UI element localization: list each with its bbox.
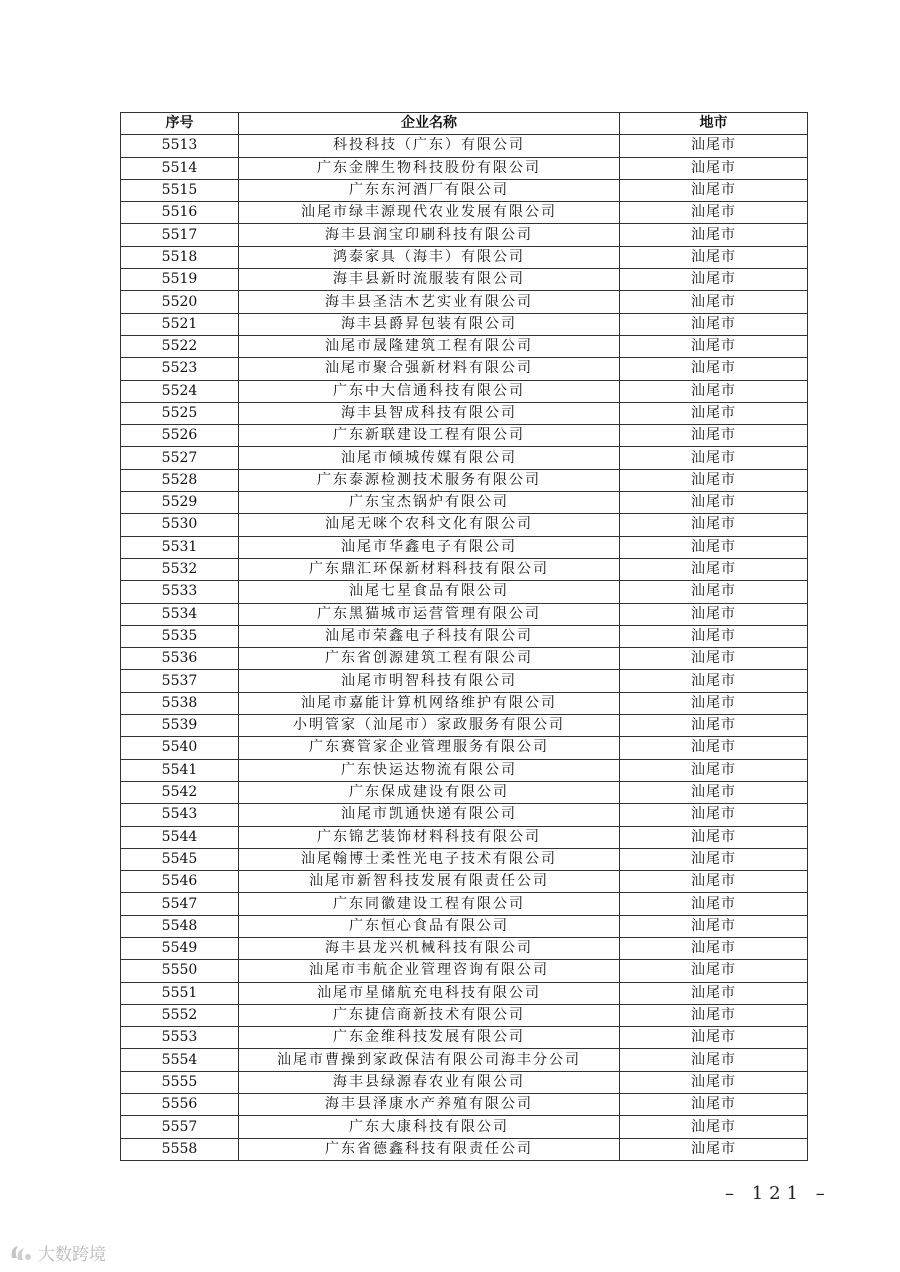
row-city: 汕尾市 <box>620 648 808 670</box>
table-row <box>121 536 808 558</box>
row-city: 汕尾市 <box>620 1027 808 1049</box>
row-company-name: 广东快运达物流有限公司 <box>239 759 620 781</box>
row-city: 汕尾市 <box>620 1004 808 1026</box>
table-row <box>121 826 808 848</box>
row-serial: 5518 <box>121 246 239 268</box>
row-city: 汕尾市 <box>620 603 808 625</box>
row-company-name: 广东赛管家企业管理服务有限公司 <box>239 737 620 759</box>
row-city: 汕尾市 <box>620 514 808 536</box>
row-serial: 5521 <box>121 313 239 335</box>
row-city: 汕尾市 <box>620 804 808 826</box>
row-company-name: 广东宝杰锅炉有限公司 <box>239 492 620 514</box>
row-serial: 5522 <box>121 335 239 357</box>
row-company-name: 海丰县圣洁木艺实业有限公司 <box>239 291 620 313</box>
row-company-name: 广东恒心食品有限公司 <box>239 915 620 937</box>
row-serial: 5527 <box>121 447 239 469</box>
row-company-name: 广东金维科技发展有限公司 <box>239 1027 620 1049</box>
page-number: – 121 – <box>725 1183 831 1204</box>
row-city: 汕尾市 <box>620 469 808 491</box>
row-serial: 5520 <box>121 291 239 313</box>
row-serial: 5558 <box>121 1138 239 1160</box>
table-row <box>121 269 808 291</box>
row-company-name: 汕尾市嘉能计算机网络维护有限公司 <box>239 692 620 714</box>
row-company-name: 广东黑猫城市运营管理有限公司 <box>239 603 620 625</box>
row-city: 汕尾市 <box>620 135 808 157</box>
table-row <box>121 848 808 870</box>
row-city: 汕尾市 <box>620 871 808 893</box>
row-company-name: 汕尾七星食品有限公司 <box>239 581 620 603</box>
table-row <box>121 291 808 313</box>
table-row <box>121 246 808 268</box>
row-serial: 5538 <box>121 692 239 714</box>
row-serial: 5515 <box>121 179 239 201</box>
row-serial: 5553 <box>121 1027 239 1049</box>
row-city: 汕尾市 <box>620 1116 808 1138</box>
row-city: 汕尾市 <box>620 157 808 179</box>
row-city: 汕尾市 <box>620 848 808 870</box>
row-serial: 5543 <box>121 804 239 826</box>
row-serial: 5530 <box>121 514 239 536</box>
row-city: 汕尾市 <box>620 425 808 447</box>
row-serial: 5524 <box>121 380 239 402</box>
table-row <box>121 692 808 714</box>
row-city: 汕尾市 <box>620 558 808 580</box>
table-header-row <box>121 113 808 135</box>
row-serial: 5523 <box>121 358 239 380</box>
table-row <box>121 715 808 737</box>
table-row <box>121 380 808 402</box>
row-company-name: 广东中大信通科技有限公司 <box>239 380 620 402</box>
row-city: 汕尾市 <box>620 179 808 201</box>
row-city: 汕尾市 <box>620 224 808 246</box>
table-row <box>121 1049 808 1071</box>
row-city: 汕尾市 <box>620 737 808 759</box>
table-row <box>121 224 808 246</box>
row-serial: 5539 <box>121 715 239 737</box>
row-serial: 5533 <box>121 581 239 603</box>
row-serial: 5541 <box>121 759 239 781</box>
row-city: 汕尾市 <box>620 915 808 937</box>
row-serial: 5528 <box>121 469 239 491</box>
row-company-name: 汕尾市晟隆建筑工程有限公司 <box>239 335 620 357</box>
logo-mark-icon <box>8 1242 34 1264</box>
row-city: 汕尾市 <box>620 625 808 647</box>
row-serial: 5534 <box>121 603 239 625</box>
table-row <box>121 492 808 514</box>
row-city: 汕尾市 <box>620 692 808 714</box>
row-city: 汕尾市 <box>620 670 808 692</box>
row-city: 汕尾市 <box>620 202 808 224</box>
table-row <box>121 804 808 826</box>
row-company-name: 海丰县龙兴机械科技有限公司 <box>239 937 620 959</box>
row-company-name: 汕尾市绿丰源现代农业发展有限公司 <box>239 202 620 224</box>
row-serial: 5548 <box>121 915 239 937</box>
row-company-name: 广东鼎汇环保新材料科技有限公司 <box>239 558 620 580</box>
header-city: 地市 <box>620 113 808 135</box>
row-city: 汕尾市 <box>620 291 808 313</box>
row-serial: 5535 <box>121 625 239 647</box>
row-city: 汕尾市 <box>620 335 808 357</box>
row-company-name: 汕尾市凯通快递有限公司 <box>239 804 620 826</box>
table-row <box>121 871 808 893</box>
row-company-name: 鸿泰家具（海丰）有限公司 <box>239 246 620 268</box>
row-company-name: 汕尾翰博士柔性光电子技术有限公司 <box>239 848 620 870</box>
row-city: 汕尾市 <box>620 313 808 335</box>
row-serial: 5550 <box>121 960 239 982</box>
row-serial: 5556 <box>121 1094 239 1116</box>
table-row <box>121 960 808 982</box>
table-row <box>121 893 808 915</box>
row-company-name: 汕尾市曹操到家政保洁有限公司海丰分公司 <box>239 1049 620 1071</box>
row-city: 汕尾市 <box>620 1049 808 1071</box>
row-city: 汕尾市 <box>620 358 808 380</box>
table-row <box>121 982 808 1004</box>
row-serial: 5513 <box>121 135 239 157</box>
row-serial: 5517 <box>121 224 239 246</box>
table-row <box>121 469 808 491</box>
row-company-name: 海丰县爵昇包装有限公司 <box>239 313 620 335</box>
table-row <box>121 179 808 201</box>
row-serial: 5547 <box>121 893 239 915</box>
row-company-name: 汕尾市星储航充电科技有限公司 <box>239 982 620 1004</box>
row-city: 汕尾市 <box>620 893 808 915</box>
row-company-name: 广东省创源建筑工程有限公司 <box>239 648 620 670</box>
row-city: 汕尾市 <box>620 1138 808 1160</box>
table-row <box>121 1004 808 1026</box>
row-serial: 5542 <box>121 781 239 803</box>
row-company-name: 海丰县泽康水产养殖有限公司 <box>239 1094 620 1116</box>
row-serial: 5557 <box>121 1116 239 1138</box>
table-row <box>121 781 808 803</box>
table-row <box>121 625 808 647</box>
row-city: 汕尾市 <box>620 492 808 514</box>
row-city: 汕尾市 <box>620 1071 808 1093</box>
table-row <box>121 135 808 157</box>
row-city: 汕尾市 <box>620 960 808 982</box>
row-city: 汕尾市 <box>620 269 808 291</box>
row-company-name: 海丰县新时流服装有限公司 <box>239 269 620 291</box>
row-serial: 5545 <box>121 848 239 870</box>
row-company-name: 汕尾市荣鑫电子科技有限公司 <box>239 625 620 647</box>
row-company-name: 广东新联建设工程有限公司 <box>239 425 620 447</box>
watermark-text: 大数跨境 <box>38 1245 106 1265</box>
table-row <box>121 558 808 580</box>
enterprise-table <box>120 112 808 1161</box>
table-row <box>121 447 808 469</box>
row-company-name: 汕尾市倾城传媒有限公司 <box>239 447 620 469</box>
row-company-name: 广东保成建设有限公司 <box>239 781 620 803</box>
table-row <box>121 648 808 670</box>
row-serial: 5514 <box>121 157 239 179</box>
table-row <box>121 157 808 179</box>
table-row <box>121 402 808 424</box>
table-row <box>121 1094 808 1116</box>
row-city: 汕尾市 <box>620 781 808 803</box>
row-serial: 5551 <box>121 982 239 1004</box>
row-city: 汕尾市 <box>620 982 808 1004</box>
table-row <box>121 1138 808 1160</box>
row-serial: 5537 <box>121 670 239 692</box>
row-serial: 5532 <box>121 558 239 580</box>
row-city: 汕尾市 <box>620 937 808 959</box>
row-serial: 5519 <box>121 269 239 291</box>
row-city: 汕尾市 <box>620 447 808 469</box>
row-city: 汕尾市 <box>620 715 808 737</box>
row-city: 汕尾市 <box>620 1094 808 1116</box>
table-row <box>121 603 808 625</box>
row-company-name: 海丰县绿源春农业有限公司 <box>239 1071 620 1093</box>
table-row <box>121 1027 808 1049</box>
table-row <box>121 1071 808 1093</box>
row-serial: 5529 <box>121 492 239 514</box>
row-company-name: 海丰县润宝印刷科技有限公司 <box>239 224 620 246</box>
row-serial: 5525 <box>121 402 239 424</box>
row-city: 汕尾市 <box>620 759 808 781</box>
row-company-name: 广东锦艺装饰材料科技有限公司 <box>239 826 620 848</box>
table-row <box>121 759 808 781</box>
row-company-name: 汕尾市韦航企业管理咨询有限公司 <box>239 960 620 982</box>
row-serial: 5552 <box>121 1004 239 1026</box>
table-row <box>121 202 808 224</box>
row-company-name: 广东省德鑫科技有限责任公司 <box>239 1138 620 1160</box>
row-company-name: 广东金牌生物科技股份有限公司 <box>239 157 620 179</box>
header-company-name: 企业名称 <box>239 113 620 135</box>
row-city: 汕尾市 <box>620 536 808 558</box>
table-row <box>121 670 808 692</box>
row-serial: 5549 <box>121 937 239 959</box>
table-row <box>121 514 808 536</box>
table-row <box>121 335 808 357</box>
row-serial: 5544 <box>121 826 239 848</box>
row-city: 汕尾市 <box>620 380 808 402</box>
table-row <box>121 581 808 603</box>
table-row <box>121 1116 808 1138</box>
row-company-name: 小明管家（汕尾市）家政服务有限公司 <box>239 715 620 737</box>
table-row <box>121 358 808 380</box>
watermark <box>8 1240 106 1265</box>
row-company-name: 广东大康科技有限公司 <box>239 1116 620 1138</box>
table-body <box>121 135 808 1161</box>
row-company-name: 汕尾市新智科技发展有限责任公司 <box>239 871 620 893</box>
row-company-name: 汕尾市聚合强新材料有限公司 <box>239 358 620 380</box>
row-serial: 5536 <box>121 648 239 670</box>
row-city: 汕尾市 <box>620 581 808 603</box>
row-company-name: 广东东河酒厂有限公司 <box>239 179 620 201</box>
table-row <box>121 937 808 959</box>
row-serial: 5540 <box>121 737 239 759</box>
row-serial: 5526 <box>121 425 239 447</box>
row-company-name: 科投科技（广东）有限公司 <box>239 135 620 157</box>
row-company-name: 广东捷信商新技术有限公司 <box>239 1004 620 1026</box>
row-company-name: 汕尾无咪个农科文化有限公司 <box>239 514 620 536</box>
row-company-name: 汕尾市华鑫电子有限公司 <box>239 536 620 558</box>
row-serial: 5555 <box>121 1071 239 1093</box>
row-serial: 5546 <box>121 871 239 893</box>
row-company-name: 海丰县智成科技有限公司 <box>239 402 620 424</box>
row-city: 汕尾市 <box>620 826 808 848</box>
row-company-name: 广东同徽建设工程有限公司 <box>239 893 620 915</box>
table-row <box>121 737 808 759</box>
table-row <box>121 313 808 335</box>
row-serial: 5516 <box>121 202 239 224</box>
row-serial: 5554 <box>121 1049 239 1071</box>
table-row <box>121 425 808 447</box>
row-company-name: 汕尾市明智科技有限公司 <box>239 670 620 692</box>
row-city: 汕尾市 <box>620 402 808 424</box>
row-serial: 5531 <box>121 536 239 558</box>
table-row <box>121 915 808 937</box>
header-serial: 序号 <box>121 113 239 135</box>
row-city: 汕尾市 <box>620 246 808 268</box>
row-company-name: 广东泰源检测技术服务有限公司 <box>239 469 620 491</box>
